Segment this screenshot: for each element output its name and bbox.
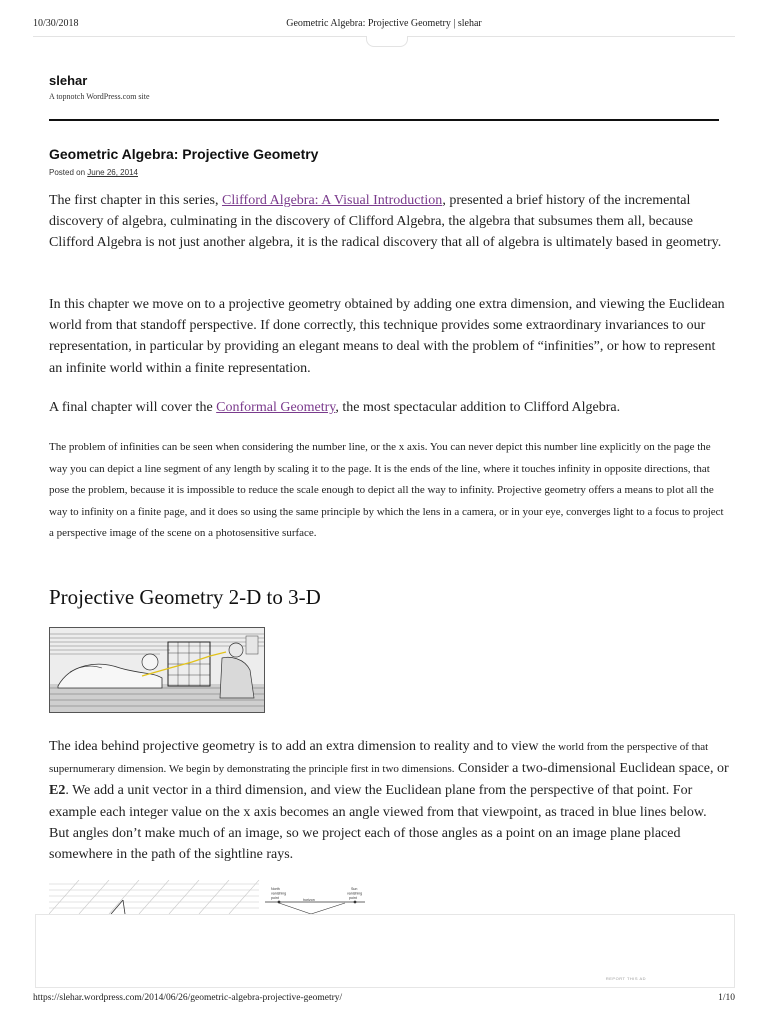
print-page-number: 1/10 <box>718 993 735 1003</box>
p5-part2: the world from the perspective of that supernumerary dimension. We begin by demonstrating the principle first in two dimensions. <box>49 741 709 776</box>
diagram-label-vanishing-right: vanishing <box>347 891 363 896</box>
perspective-diagram <box>49 880 371 914</box>
post-title: Geometric Algebra: Projective Geometry <box>49 146 319 162</box>
clifford-algebra-link[interactable]: Clifford Algebra: A Visual Introduction <box>222 193 443 208</box>
paragraph-infinities: The problem of infinities can be seen when considering the number line, or the x axis. You can never depict this number line explicitly on the page the way you can depict a line segment of any length by scaling it to the page. It is the ends of the line, where it touches infinity in opposite directions, that pose the problem, because it is impossible to reduce the scale enough to depict all the way to infinity. Projective geometry offers a means to plot all the way to infinity on a finite page, and it does so using the same principle by which the lens in a camera, or in your eye, converges light to a focus to project a perspective image of the scene on a photosensitive surface. <box>49 441 724 539</box>
site-tagline: A topnotch WordPress.com site <box>49 92 150 101</box>
header-tab <box>366 36 408 47</box>
diagram-label-north: North <box>271 887 280 891</box>
paragraph-projective: In this chapter we move on to a projective geometry obtained by adding one extra dimension, and viewing the Euclidean world from that standoff perspective. If done correctly, this technique provides some extraordinary invariances to our representation, in particular by providing an elegant means to deal with the problem of “infinities”, or how to represent an infinite world within a finite representation. <box>49 297 725 376</box>
post-date-link[interactable]: June 26, 2014 <box>87 168 138 177</box>
perspective-diagram-image[interactable] <box>49 880 371 914</box>
diagram-label-point-right: point <box>349 896 357 900</box>
post-meta <box>49 168 138 177</box>
diagram-label-point-left: point <box>271 896 279 900</box>
print-page-title: Geometric Algebra: Projective Geometry | slehar <box>286 18 482 29</box>
p5-part3: Consider a two-dimensional Euclidean space, or <box>454 761 729 777</box>
print-url: https://slehar.wordpress.com/2014/06/26/geometric-algebra-projective-geometry/ <box>33 993 343 1003</box>
paragraph-final-chapter <box>49 397 729 418</box>
diagram-label-horizon: horizon <box>303 898 315 902</box>
p3-text-after: , the most spectacular addition to Clifford Algebra. <box>335 400 621 415</box>
p5-part1: The idea behind projective geometry is to add an extra dimension to reality and to view <box>49 739 542 754</box>
diagram-label-sun: Sun <box>351 887 358 891</box>
p1-text-after: , presented a brief history of the incremental discovery of algebra, culminating in the discovery of Clifford Algebra, the algebra that subsumes them all, because Clifford Algebra is not just another algebra, it is the radical discovery that all of algebra is ultimately based in geometry. <box>49 193 722 251</box>
p3-text-before: A final chapter will cover the <box>49 400 217 415</box>
site-title[interactable]: slehar <box>49 73 88 88</box>
p5-e2: E2 <box>49 783 66 799</box>
paragraph-projective-idea <box>49 736 729 865</box>
print-header <box>0 14 768 30</box>
report-ad-link[interactable]: REPORT THIS AD <box>605 976 646 981</box>
ad-container[interactable] <box>35 914 735 988</box>
paragraph-intro <box>49 190 729 254</box>
p5-part4: . We add a unit vector in a third dimension, and view the Euclidean plane from the perspective of that point. For example each integer value on the x axis becomes an angle viewed from that viewpoint, as traced in blue lines below. But angles don’t make much of an image, so we project each of those angles as a point on an image plane placed somewhere in the path of the sightline rays. <box>49 783 707 863</box>
diagram-label-vanishing-left: vanishing <box>271 891 287 896</box>
section-heading: Projective Geometry 2-D to 3-D <box>49 585 321 609</box>
site-header-rule <box>49 119 719 121</box>
post-meta-prefix: Posted on <box>49 168 86 177</box>
print-date: 10/30/2018 <box>33 18 79 29</box>
p1-text-before: The first chapter in this series, <box>49 193 223 208</box>
engraving-illustration <box>50 628 264 712</box>
conformal-geometry-link[interactable]: Conformal Geometry <box>216 400 336 415</box>
perspective-engraving-image[interactable] <box>49 627 265 713</box>
